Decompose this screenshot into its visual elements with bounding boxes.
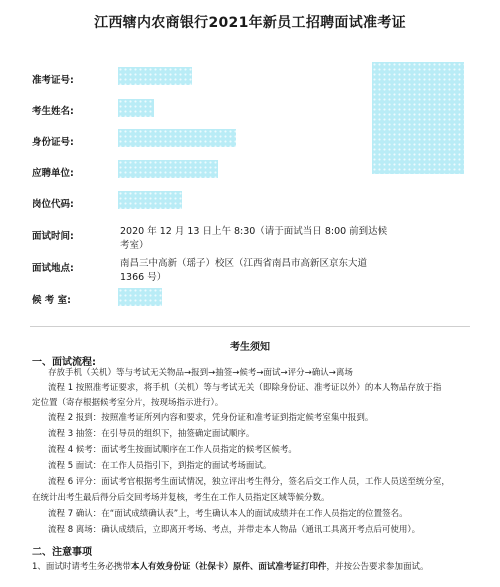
interview-place-value-line1: 南昌三中高新（瑶子）校区（江西省南昌市高新区京东大道 [120,258,368,269]
section-precautions: 二、注意事项 [32,547,92,558]
notice-line-2: 流程 1 按照准考证要求，将手机（关机）等与考试无关（即除身份证、准考证以外）的本人物品存放于指 [48,383,442,393]
section-divider [30,326,470,327]
interview-time-value-line2: 考室） [120,240,149,251]
notice-line-11: 流程 8 离场：确认成绩后，立即离开考场、考点，并带走本人物品（通讯工具离开考点后可使用）。 [48,525,421,535]
id-number-label: 身份证号: [32,137,74,148]
waiting-room-label: 候 考 室: [32,295,71,306]
candidate-name-label: 考生姓名: [32,106,74,117]
post-code-redacted [118,191,182,209]
notice-line-3: 定位置（寄存根据候考室分片，按现场指示进行）。 [32,398,224,408]
notice-line-12 [32,562,428,573]
post-code-label: 岗位代码: [32,199,74,210]
applied-unit-label: 应聘单位: [32,168,74,179]
interview-place-label: 面试地点: [32,263,74,274]
notice-line-12-suffix: ，并按公告要求参加面试。 [326,562,429,572]
interview-time-value-line1: 2020 年 12 月 13 日上午 8:30（请于面试当日 8:00 前到达候 [120,226,388,237]
waiting-room-redacted [118,288,162,306]
id-number-redacted [118,129,236,147]
notice-line-12-emphasis: 本人有效身份证（社保卡）原件、面试准考证打印件 [130,562,327,572]
ticket-number-redacted [118,67,192,85]
notice-title: 考生须知 [230,342,270,353]
interview-time-label: 面试时间: [32,231,74,242]
notice-line-12-prefix: 1、面试时请考生务必携带 [32,562,131,572]
notice-line-1: 存放手机（关机）等与考试无关物品→报到→抽签→候考→面试→评分→确认→离场 [48,368,353,378]
notice-line-6: 流程 4 候考：面试考生按面试顺序在工作人员指定的候考区候考。 [48,445,297,455]
notice-line-5: 流程 3 抽签：在引导员的组织下，抽签确定面试顺序。 [48,429,255,439]
ticket-number-label: 准考证号: [32,75,74,86]
section-interview-process: 一、面试流程: [32,357,96,368]
notice-line-4: 流程 2 报到：按照准考证所列内容和要求，凭身份证和准考证到指定候考室集中报到。 [48,413,374,423]
photo-redacted [372,62,464,174]
notice-line-8: 流程 6 评分：面试考官根据考生面试情况，独立评出考生得分，签名后交工作人员，工作人员送至统分室， [48,477,450,487]
applied-unit-redacted [118,160,218,178]
notice-line-10: 流程 7 确认：在“面试成绩确认表”上，考生确认本人的面试成绩并在工作人员指定的位置签名。 [48,509,408,519]
notice-line-9: 在统计出考生最后得分后交回考场并复核，考生在工作人员指定区域等候分数。 [32,493,330,503]
candidate-name-redacted [118,99,154,117]
page-title: 江西辖内农商银行2021年新员工招聘面试准考证 [94,15,406,31]
notice-line-7: 流程 5 面试：在工作人员指引下，到指定的面试考场面试。 [48,461,272,471]
interview-place-value-line2: 1366 号） [120,272,167,283]
